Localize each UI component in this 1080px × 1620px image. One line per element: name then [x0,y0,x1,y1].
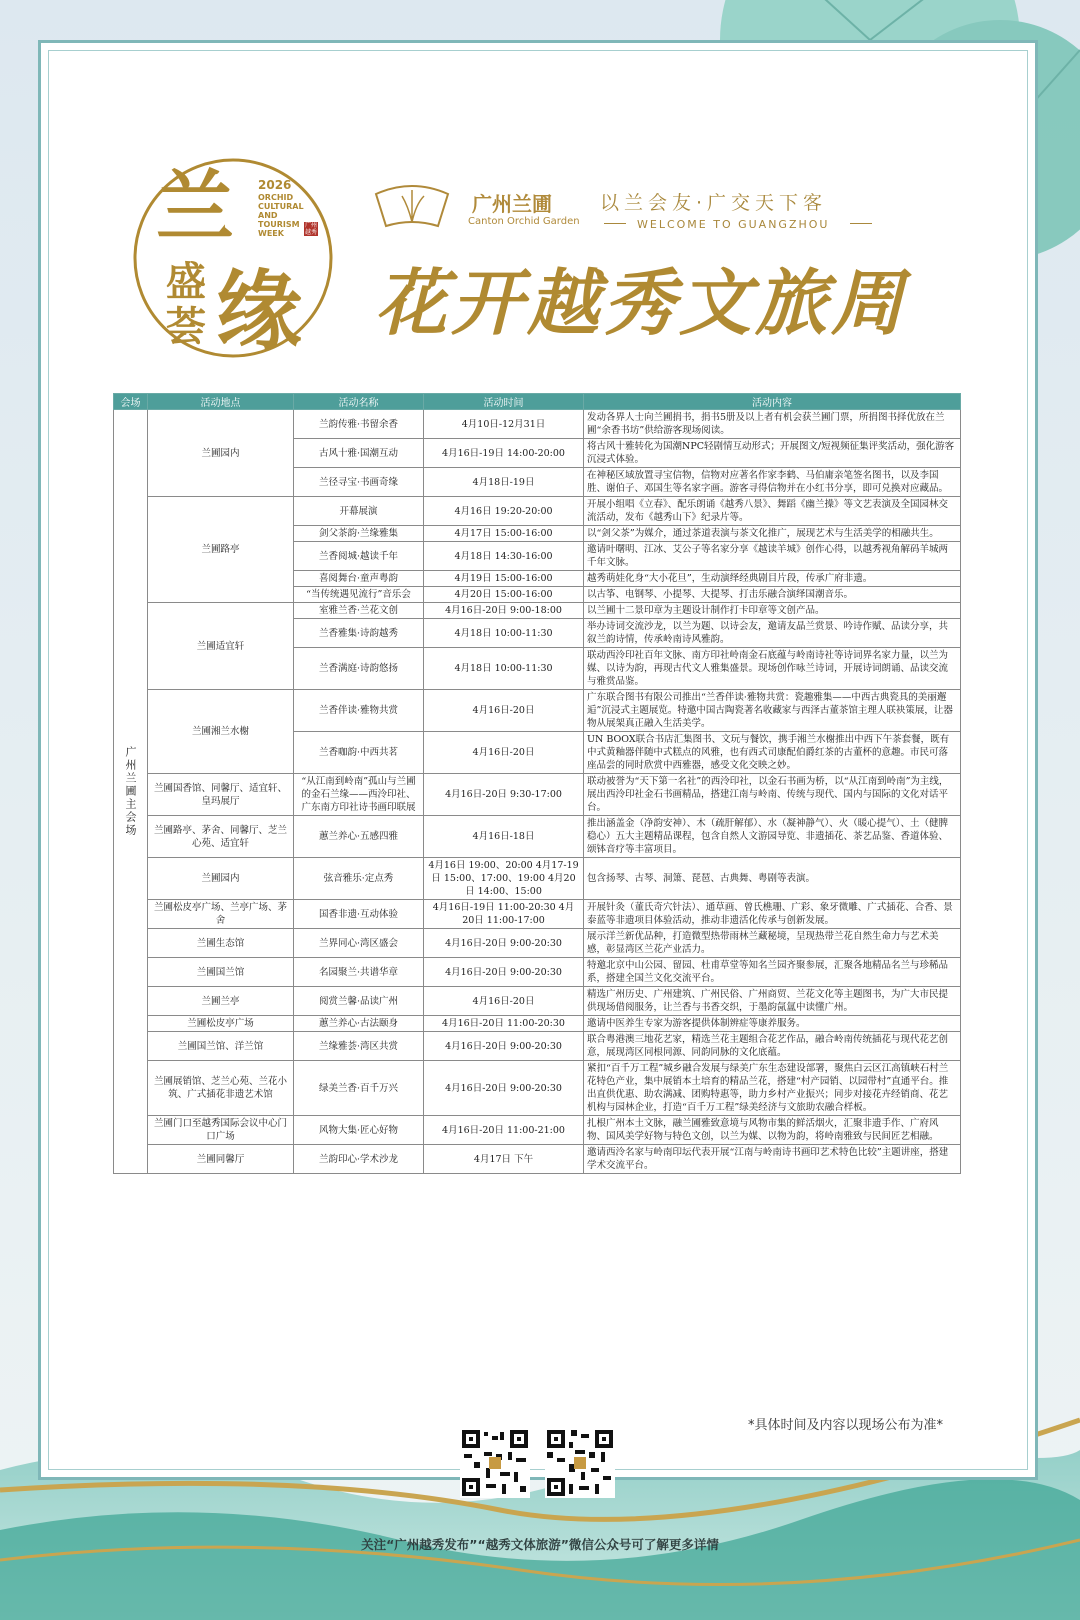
event-content-cell: 越秀萌娃化身“大小花旦”，生动演绎经典剧目片段，传承广府非遗。 [584,571,961,587]
event-content-cell: 展示洋兰新优品种，打造微型热带雨林兰藏秘境，呈现热带兰花自然生命力与艺术美感，彰显湾区兰花产业活力。 [584,929,961,958]
event-time-cell: 4月17日 15:00-16:00 [424,526,584,542]
event-content-cell: 广东联合图书有限公司推出“兰香伴读·雅物共赏：瓷趣雅集——中西古典瓷具的美丽邂逅”沉浸式主题展览。特邀中国古陶瓷著名收藏家与西泽古董茶馆主理人联袂策展，让器物从展架真正融入生活美学。 [584,690,961,732]
event-name-cell: 弦音雅乐·定点秀 [294,858,424,900]
event-time-cell: 4月17日 下午 [424,1145,584,1174]
location-cell: 兰圃展销馆、芝兰心苑、兰花小筑、广式插花非遗艺术馆 [148,1061,294,1116]
table-row [114,1116,961,1145]
event-content-cell: 精选广州历史、广州建筑、广州民俗、广州商贸、兰花文化等主题图书，为广大市民提供现场借阅服务，让兰香与书香交织，于墨韵氤氲中读懂广州。 [584,987,961,1016]
event-time-cell: 4月16日-20日 9:00-18:00 [424,603,584,619]
logo-sub-char-1: 盛 [166,258,206,305]
location-cell: 兰圃园内 [148,410,294,497]
event-time-cell: 4月18日-19日 [424,468,584,497]
header-venue: 会场 [114,394,148,410]
location-cell: 兰圃园内 [148,858,294,900]
brand-name: 广州兰圃 [472,192,552,216]
event-name-cell: 名园聚兰·共谱华章 [294,958,424,987]
table-row [114,774,961,816]
header-event-content: 活动内容 [584,394,961,410]
event-time-cell: 4月16日-20日 9:00-20:30 [424,1061,584,1116]
event-time-cell: 4月16日-20日 9:00-20:30 [424,958,584,987]
event-time-cell: 4月10日-12月31日 [424,410,584,439]
event-name-cell: 剑父茶韵·兰缘雅集 [294,526,424,542]
event-content-cell: 以兰圃十二景印章为主题设计制作打卡印章等文创产品。 [584,603,961,619]
event-time-cell: 4月16日-19日 11:00-20:30 4月20日 11:00-17:00 [424,900,584,929]
event-content-cell: 联动西泠印社百年文脉、南方印社岭南金石底蕴与岭南诗社等诗词界名家力量，以兰为媒、以诗为韵，再现古代文人雅集盛景。现场创作咏兰诗词，开展诗词朗诵、品读交流与雅赏品鉴。 [584,648,961,690]
event-time-cell: 4月16日-20日 [424,732,584,774]
event-name-cell: 喜阅舞台·童声粤韵 [294,571,424,587]
header-event-name: 活动名称 [294,394,424,410]
table-row [114,1145,961,1174]
event-content-cell: 特邀北京中山公园、留园、杜甫草堂等知名兰园齐聚参展，汇聚各地精品名兰与珍稀品系，搭建全国兰文化交流平台。 [584,958,961,987]
event-content-cell: 紧扣“百千万工程”城乡融合发展与绿美广东生态建设部署，聚焦白云区江高镇峡石村兰花特色产业，集中展销本土培育的精品兰花，搭建“村产园销、以园带村”直通平台。推出直供优惠、助农满减、团购特惠等，助力乡村产业振兴；同步对接花卉经销商、花艺机构与园林企业，打造“百千万工程”绿美经济与文旅助农融合样板。 [584,1061,961,1116]
location-cell: 兰圃生态馆 [148,929,294,958]
location-cell: 兰圃兰亭 [148,987,294,1016]
logo-en-text: ORCHID CULTURAL AND TOURISM WEEK [258,193,304,238]
event-name-cell: 蕙兰养心·古法颐身 [294,1016,424,1032]
event-time-cell: 4月16日-20日 11:00-20:30 [424,1016,584,1032]
table-row [114,816,961,858]
event-name-cell: 兰径寻宝·书画奇缘 [294,468,424,497]
location-cell: 兰圃国香馆、同馨厅、适宜轩、皇玛展厅 [148,774,294,816]
event-content-cell: 扎根广州本土文脉，融兰圃雅致意境与风物市集的鲜活烟火，汇聚非遗手作、广府风物、国风美学好物与特色文创，以兰为媒、以物为韵，将岭南雅致与民间匠艺相融。 [584,1116,961,1145]
location-cell: 兰圃国兰馆、洋兰馆 [148,1032,294,1061]
event-content-cell: 邀请叶曙明、江冰、艾公子等名家分享《越读羊城》创作心得，以越秀视角解码羊城两千年文脉。 [584,542,961,571]
slogan: 以兰会友·广交天下客 [600,192,828,214]
event-content-cell: 开展小组唱《立春》、配乐朗诵《越秀八景》、舞蹈《幽兰操》等文艺表演及全国园林交流活动，发布《越秀山下》纪录片等。 [584,497,961,526]
event-name-cell: 兰韵传雅·书留余香 [294,410,424,439]
event-content-cell: 邀请西泠名家与岭南印坛代表开展“江南与岭南诗书画印艺术特色比较”主题讲座，搭建学术交流平台。 [584,1145,961,1174]
event-name-cell: 兰香咖韵·中西共茗 [294,732,424,774]
event-time-cell: 4月16日-20日 9:30-17:00 [424,774,584,816]
venue-cell: 广州兰圃主会场 [114,410,148,1174]
event-name-cell: 绿美兰香·百千万兴 [294,1061,424,1116]
brand-en-name: Canton Orchid Garden [468,216,580,227]
event-name-cell: 室雅兰香·兰花文创 [294,603,424,619]
event-time-cell: 4月16日-20日 9:00-20:30 [424,929,584,958]
event-content-cell: UN BOOX联合书店汇集图书、文玩与餐饮，携手湘兰水榭推出中西下午茶套餐，既有中式黄釉器伴随中式糕点的风雅，也有西式司康配伯爵红茶的古董杯的意趣。市民可落座品尝的同时欣赏中西雅器，感受文化交映之妙。 [584,732,961,774]
logo-sub-char-2: 荟 [166,303,206,350]
logo-main-char: 兰 [156,162,235,253]
table-row [114,410,961,439]
qr-code-yuexiu-release[interactable] [460,1428,530,1498]
event-time-cell: 4月18日 10:00-11:30 [424,619,584,648]
event-content-cell: 邀请中医养生专家为游客提供体制辨症等康养服务。 [584,1016,961,1032]
schedule-body [114,410,961,1174]
location-cell: 兰圃松皮亭广场、兰亭广场、茅舍 [148,900,294,929]
location-cell: 兰圃国兰馆 [148,958,294,987]
event-content-cell: 发动各界人士向兰圃捐书，捐书5册及以上者有机会获兰圃门票，所捐图书择优放在兰圃“余香书坊”供给游客现场阅读。 [584,410,961,439]
event-time-cell: 4月18日 14:30-16:00 [424,542,584,571]
qr-code-yuexiu-tourism[interactable] [545,1428,615,1498]
event-name-cell: 开幕展演 [294,497,424,526]
event-time-cell: 4月16日-20日 9:00-20:30 [424,1032,584,1061]
event-name-cell: 兰界同心·湾区盛会 [294,929,424,958]
event-time-cell: 4月16日-18日 [424,816,584,858]
table-row [114,858,961,900]
event-content-cell: 包含扬琴、古琴、洞箫、琵琶、古典舞、粤剧等表演。 [584,858,961,900]
page-title: 花开越秀文旅周 [375,260,908,345]
event-time-cell: 4月16日-20日 [424,690,584,732]
table-row [114,690,961,732]
event-time-cell: 4月18日 10:00-11:30 [424,648,584,690]
festival-logo [128,150,338,365]
event-content-cell: 举办诗词交流沙龙，以兰为题、以诗会友，邀请友晶兰赏景、吟诗作赋、品读分享，共叙兰韵诗情，传承岭南诗风雅韵。 [584,619,961,648]
table-row [114,987,961,1016]
event-time-cell: 4月20日 15:00-16:00 [424,587,584,603]
event-name-cell: 古风十雅·国潮互动 [294,439,424,468]
table-row [114,1016,961,1032]
event-time-cell: 4月16日 19:20-20:00 [424,497,584,526]
slogan-en: WELCOME TO GUANGZHOU [637,218,830,231]
logo-yuan-char: 缘 [216,261,302,362]
table-row [114,929,961,958]
event-name-cell: 兰缘雅荟·湾区共赏 [294,1032,424,1061]
event-content-cell: 联合粤港澳三地花艺家，精选兰花主题组合花艺作品，融合岭南传统插花与现代花艺创意，展现湾区同根同源、同韵同脉的文化底蕴。 [584,1032,961,1061]
event-name-cell: 蕙兰养心·五感四雅 [294,816,424,858]
event-time-cell: 4月19日 15:00-16:00 [424,571,584,587]
location-cell: 兰圃路亭 [148,497,294,603]
location-cell: 兰圃湘兰水榭 [148,690,294,774]
table-row [114,497,961,526]
event-time-cell: 4月16日-19日 14:00-20:00 [424,439,584,468]
disclaimer-note: *具体时间及内容以现场公布为准* [748,1418,944,1433]
header-event-time: 活动时间 [424,394,584,410]
table-row [114,1061,961,1116]
event-time-cell: 4月16日 19:00、20:00 4月17-19日 15:00、17:00、19:00 4月20日 14:00、15:00 [424,858,584,900]
location-cell: 兰圃同馨厅 [148,1145,294,1174]
table-row [114,900,961,929]
header-location: 活动地点 [148,394,294,410]
table-row [114,603,961,619]
table-row [114,958,961,987]
event-name-cell: 兰香阅城·越读千年 [294,542,424,571]
event-content-cell: 在神秘区域放置寻宝信物，信物对应著名作家李鹤、马伯庸亲笔签名图书，以及李国胜、谢伯子、邓国生等名家字画。游客寻得信物并在小红书分享，即可兑换对应藏品。 [584,468,961,497]
location-cell: 兰圃路亭、茅舍、同馨厅、芝兰心苑、适宜轩 [148,816,294,858]
slogan-rule-right [850,223,872,224]
event-content-cell: 以“剑父茶”为媒介，通过茶道表演与茶文化推广，展现艺术与生活美学的相融共生。 [584,526,961,542]
location-cell: 兰圃松皮亭广场 [148,1016,294,1032]
header-brand [372,180,902,240]
location-cell: 兰圃门口至越秀国际会议中心门口广场 [148,1116,294,1145]
logo-year: 2026 [258,178,292,192]
event-name-cell: 兰香伴读·雅物共赏 [294,690,424,732]
orchid-garden-emblem-icon [372,182,452,230]
event-time-cell: 4月16日-20日 [424,987,584,1016]
event-name-cell: 阅赏兰馨·品读广州 [294,987,424,1016]
event-content-cell: 开展针灸（董氏奇穴针法）、通草画、曾氏樵珊、广彩、象牙微雕、广式插花、合香、景泰蓝等非遗项目体验活动，推动非遗活化传承与创新发展。 [584,900,961,929]
event-name-cell: 兰香满庭·诗韵悠扬 [294,648,424,690]
table-header-row [114,394,961,410]
event-name-cell: 国香非遗·互动体验 [294,900,424,929]
event-name-cell: 兰香雅集·诗韵越秀 [294,619,424,648]
event-name-cell: “从江南到岭南”孤山与兰圃的金石兰缘——西泠印社、广东南方印社诗书画印联展 [294,774,424,816]
location-cell: 兰圃适宜轩 [148,603,294,690]
event-content-cell: 推出涵盖金（净韵安神）、木（疏肝解郁）、水（凝神静气）、火（暖心提气）、土（健脾稳心）五大主题精品课程，包含自然人文游园导览、非遗插花、茶艺品鉴、香道体验、颂钵音疗等丰富项目。 [584,816,961,858]
event-content-cell: 将古风十雅转化为国潮NPC轻剧情互动形式；开展图文/短视频征集评奖活动，强化游客沉浸式体验。 [584,439,961,468]
table-row [114,1032,961,1061]
schedule-table [113,393,961,1174]
event-name-cell: 风物大集·匠心好物 [294,1116,424,1145]
logo-seal: 广州越秀 [304,222,317,236]
event-content-cell: 以古筝、电钢琴、小提琴、大提琴、打击乐融合演绎国潮音乐。 [584,587,961,603]
follow-footer: 关注“广州越秀发布”“越秀文体旅游”微信公众号可了解更多详情 [361,1537,719,1552]
event-name-cell: “当传统遇见流行”音乐会 [294,587,424,603]
event-content-cell: 联动被誉为“天下第一名社”的西泠印社，以金石书画为桥，以“从江南到岭南”为主线，展出西泠印社金石书画精品，搭建江南与岭南、传统与现代、国内与国际的文化对话平台。 [584,774,961,816]
event-name-cell: 兰韵印心·学术沙龙 [294,1145,424,1174]
slogan-rule-left [604,223,626,224]
event-time-cell: 4月16日-20日 11:00-21:00 [424,1116,584,1145]
